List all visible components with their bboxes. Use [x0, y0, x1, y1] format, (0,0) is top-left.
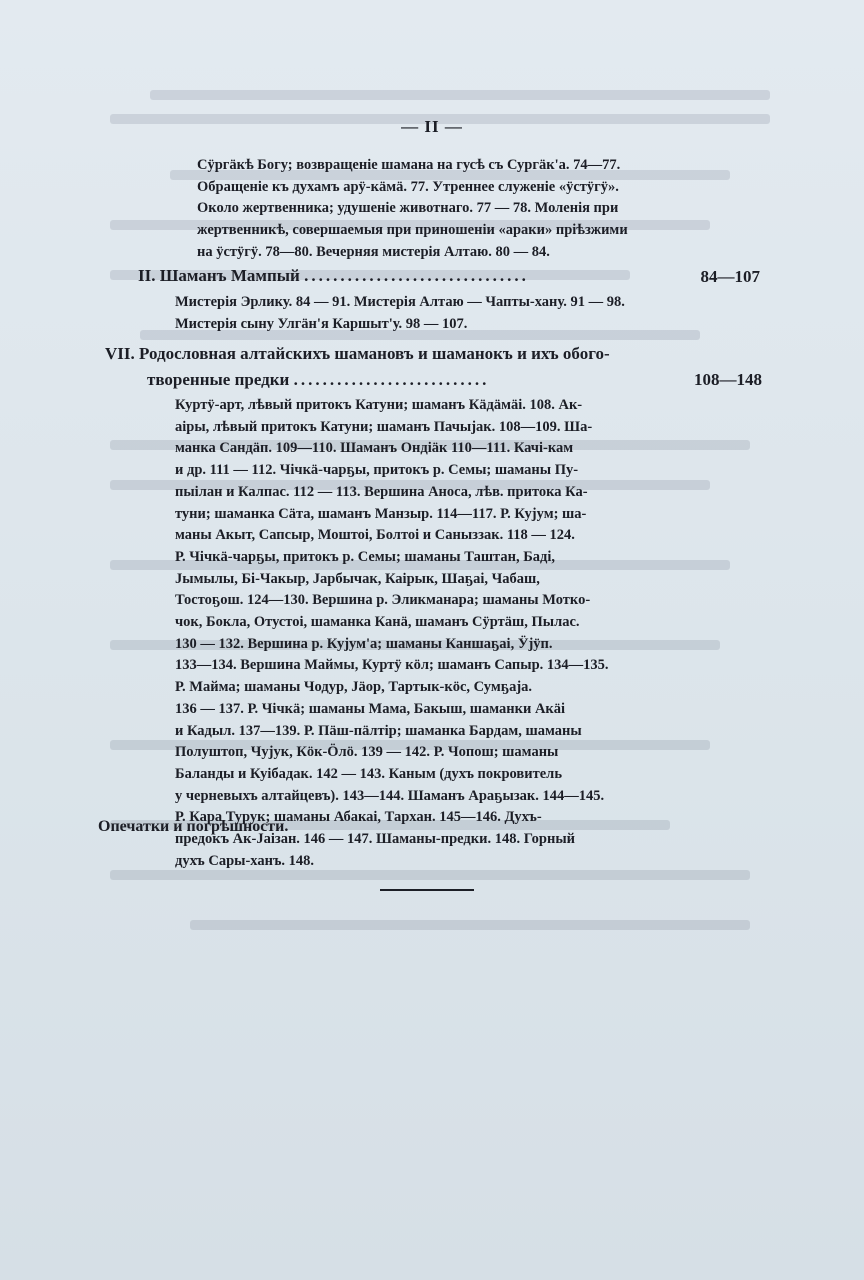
text-line: Куртӱ-арт, лѣвый притокъ Катуни; шаманъ Кӓдӓмӓі. 108. Ак-: [175, 397, 583, 413]
text-line: маны Акыт, Сапсыр, Моштоі, Болтоі и Саныззак. 118 — 124.: [175, 527, 575, 544]
text-line: Јымылы, Бi-Чакыр, Јарбычак, Каірык, Шаҕаi, Чабаш,: [175, 570, 540, 587]
text-line: Сӱргӓкѣ Богу; возвращеніе шамана на гусѣ съ Сургӓк'а. 74—77.: [197, 157, 621, 173]
section-7-summary: [175, 395, 665, 872]
text-line: Обращеніе къ духамъ арӱ-кӓмӓ. 77. Утреннее служеніе «ӱстӱгӱ».: [197, 178, 619, 195]
text-line: Мистерія сыну Улгӓн'я Каршыт'у. 98 — 107.: [175, 315, 468, 332]
section-6-pages: 84—107: [700, 267, 760, 286]
text-line: Полуштоп, Чујук, Кӧк-Ӧлӧ. 139 — 142. Р. Чопош; шаманы: [175, 744, 559, 761]
text-line: у черневыхъ алтайцевъ). 143—144. Шаманъ Араҕызак. 144—145.: [175, 787, 605, 804]
closing-rule: [380, 889, 474, 891]
text-line: Около жертвенника; удушеніе животнаго. 77 — 78. Моленія при: [197, 200, 619, 217]
text-line: манка Сандӓп. 109—110. Шаманъ Ондіӓк 110—111. Качі-кам: [175, 440, 574, 457]
text-line: Р. Майма; шаманы Чодур, Јӓор, Тартык-кӧс, Сумҕаја.: [175, 679, 533, 696]
section-6-summary: [175, 292, 665, 335]
text-line: жертвенникѣ, совершаемыя при приношеніи «араки» прiѣзжими: [197, 222, 628, 239]
text-line: Баланды и Куібадак. 142 — 143. Каным (духъ покровитель: [175, 765, 562, 782]
text-line: Тостоҕош. 124—130. Вершина р. Эликманара; шаманы Мотко-: [175, 592, 591, 609]
section-6-heading: [138, 264, 529, 288]
text-line: 133—134. Вершина Маймы, Куртӱ кӧл; шаманъ Сапыр. 134—135.: [175, 657, 609, 674]
text-line: туни; шаманка Сӓта, шаманъ Манзыр. 114—117. Р. Кујум; ша-: [175, 505, 587, 522]
section-title-line2: творенные предки: [147, 370, 290, 389]
text-line: на ӱстӱгӱ. 78—80. Вечерняя мистерія Алтаю. 80 — 84.: [197, 243, 550, 260]
text-line: пыілан и Калпас. 112 — 113. Вершина Аноса, лѣв. притока Ка-: [175, 483, 588, 500]
text-line: предокъ Ак-Јаізан. 146 — 147. Шаманы-предки. 148. Горный: [175, 831, 576, 848]
section-title-line1: Родословная алтайскихъ шамановъ и шаманокъ и ихъ обого-: [139, 344, 610, 363]
leader-dots: ...........................: [293, 370, 490, 389]
text-line: духъ Сары-ханъ. 148.: [175, 852, 315, 869]
leader-dots: ...............................: [304, 266, 529, 285]
text-line: аіры, лѣвый притокъ Катуни; шаманъ Пачыјак. 108—109. Ша-: [175, 418, 593, 435]
continued-entry: [197, 155, 667, 264]
text-line: 130 — 132. Вершина р. Кујум'а; шаманы Каншаҕаі, Ӱјӱп.: [175, 635, 553, 652]
text-line: и др. 111 — 112. Чічкӓ-чарҕы, притокъ р. Семы; шаманы Пу-: [175, 462, 579, 479]
section-numeral: II.: [138, 266, 156, 285]
section-7-heading: [105, 342, 610, 392]
section-7-pages: 108—148: [694, 370, 762, 389]
section-numeral: VII.: [105, 344, 135, 363]
errata-entry: Опечатки и погрѣшности.: [98, 818, 289, 835]
section-title: Шаманъ Мампый: [159, 266, 300, 285]
text-line: Р. Кара Турук; шаманы Абакаі, Тархан. 145—146. Духъ-: [175, 809, 542, 826]
text-line: чок, Бокла, Отустоі, шаманка Канӓ, шаманъ Сӱртӓш, Пылас.: [175, 614, 580, 631]
text-line: Мистерія Эрлику. 84 — 91. Мистерія Алтаю — Чапты-хану. 91 — 98.: [175, 294, 625, 310]
page-number: — II —: [401, 117, 463, 136]
text-line: и Кадыл. 137—139. Р. Пӓш-пӓлтір; шаманка Бардам, шаманы: [175, 722, 582, 739]
text-line: 136 — 137. Р. Чічкӓ; шаманы Мама, Бакыш, шаманки Акӓi: [175, 700, 566, 717]
text-line: Р. Чічкӓ-чарҕы, притокъ р. Семы; шаманы Таштан, Бадi,: [175, 548, 556, 565]
